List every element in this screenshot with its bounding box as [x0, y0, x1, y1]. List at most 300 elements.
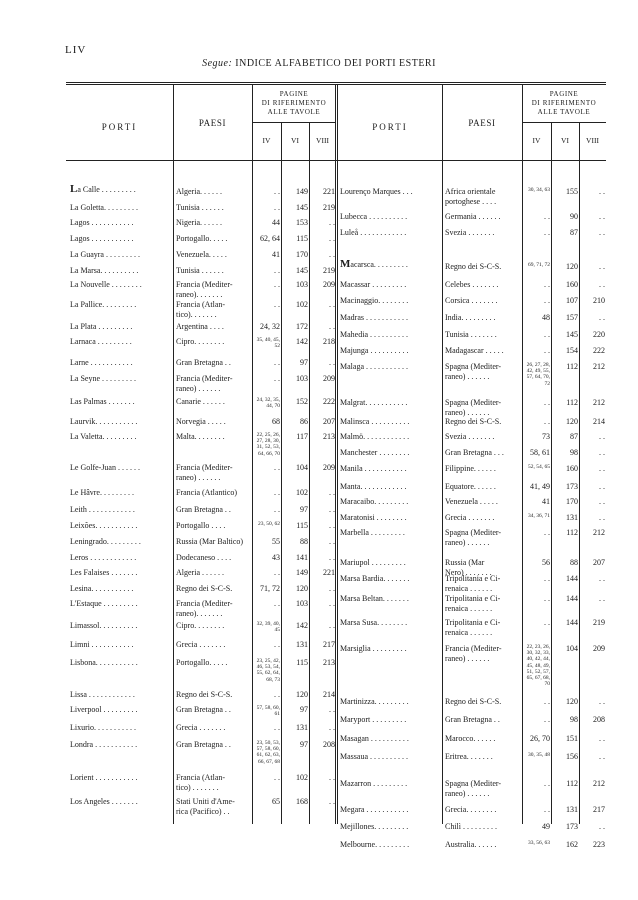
pages-iv: . .: [544, 697, 550, 706]
pages-viii: 212: [593, 528, 605, 537]
port-name: Macinaggio. . . . . . . .: [340, 296, 409, 305]
pages-iv: 71, 72: [260, 584, 280, 593]
pages-viii: . .: [599, 734, 605, 743]
pages-vi: 86: [300, 417, 308, 426]
pages-iv: . .: [544, 398, 550, 407]
pages-iv: 24, 32: [260, 322, 280, 331]
pages-iv: . .: [274, 505, 280, 514]
pages-vi: 149: [296, 568, 308, 577]
pages-iv: . .: [274, 773, 280, 782]
country-name: Norvegia . . . . .: [176, 417, 226, 426]
country-name: Gran Bretagna . .: [445, 715, 500, 724]
pages-viii: 222: [593, 346, 605, 355]
header-pagine-line2: DI RIFERIMENTO: [261, 99, 327, 107]
port-name: Mahedia . . . . . . . . . .: [340, 330, 408, 339]
country-name: raneo) . . . . . .: [445, 537, 490, 547]
pages-iv: . .: [544, 346, 550, 355]
port-name: Marsa Susa. . . . . . . .: [340, 618, 408, 627]
country-name: tico) . . . . . . .: [176, 782, 219, 792]
country-name: Francia (Atlantico): [176, 488, 238, 497]
pages-viii: 212: [593, 398, 605, 407]
pages-viii: . .: [599, 574, 605, 583]
port-name-rest: a Calle . . . . . . . . .: [77, 185, 136, 194]
pages-vi: 131: [566, 805, 578, 814]
pages-vi: 104: [296, 463, 308, 472]
pages-viii: 209: [323, 374, 335, 383]
port-name: Londra . . . . . . . . . . .: [70, 740, 138, 749]
port-name: Limassol. . . . . . . . . .: [70, 621, 138, 630]
header-col-viii: VIII: [586, 136, 599, 145]
country-name: Svezia . . . . . . .: [445, 228, 495, 237]
port-name: La Plata . . . . . . . . .: [70, 322, 133, 331]
title-main: INDICE ALFABETICO DEI PORTI ESTERI: [235, 58, 436, 69]
port-name: Marsa Bardia. . . . . . .: [340, 574, 410, 583]
pages-viii: . .: [329, 300, 335, 309]
pages-vi: 102: [296, 300, 308, 309]
pages-viii: . .: [329, 537, 335, 546]
pages-vi: 98: [570, 715, 578, 724]
country-name: Svezia . . . . . . .: [445, 432, 495, 441]
pages-iv: 23, 50, 62: [258, 521, 280, 527]
pages-viii: . .: [329, 797, 335, 806]
port-name: Masagan . . . . . . . . . .: [340, 734, 409, 743]
port-name: Leith . . . . . . . . . . . .: [70, 505, 135, 514]
pages-iv: 69, 71, 72: [528, 262, 550, 268]
pages-vi: 144: [566, 574, 578, 583]
pages-vi: 112: [566, 528, 578, 537]
pages-iv: 49: [542, 822, 550, 831]
pages-viii: 208: [593, 715, 605, 724]
pages-iv: 62, 64: [260, 234, 280, 243]
port-name: La Guayra . . . . . . . . .: [70, 250, 140, 259]
pages-vi: 88: [300, 537, 308, 546]
pages-iv: . .: [274, 187, 280, 196]
pages-iv: 56: [542, 558, 550, 567]
pages-iv: 26, 27, 28, 42, 49, 55, 57, 64, 70, 72: [526, 362, 550, 387]
country-name: Spagna (Mediter-: [445, 528, 502, 537]
port-name: Martinizza. . . . . . . . .: [340, 697, 409, 706]
pages-vi: 97: [300, 705, 308, 714]
col-rule: [442, 84, 443, 824]
country-name: Regno dei S-C-S.: [445, 697, 502, 706]
country-name: raneo) . . . . . .: [445, 653, 490, 663]
pages-vi: 117: [296, 432, 308, 441]
pages-viii: . .: [329, 505, 335, 514]
pages-iv: 23, 25, 42, 46, 53, 54, 55, 62, 64, 68, 73: [256, 658, 280, 683]
port-name: Manta. . . . . . . . . . . .: [340, 482, 407, 491]
port-name: La Nouvelle . . . . . . . .: [70, 280, 142, 289]
country-name: Equatore. . . . . .: [445, 482, 496, 491]
pages-viii: 213: [323, 432, 335, 441]
country-name: Francia (Atlan-: [176, 773, 226, 782]
pages-iv: . .: [274, 300, 280, 309]
header-pagine-line3: ALLE TAVOLE: [267, 108, 321, 116]
pages-vi: 131: [296, 640, 308, 649]
pages-vi: 120: [296, 584, 308, 593]
pages-vi: 115: [296, 658, 308, 667]
pages-vi: 145: [296, 203, 308, 212]
pages-viii: . .: [329, 584, 335, 593]
pages-vi: 168: [296, 797, 308, 806]
port-name: Les Falaises . . . . . . .: [70, 568, 138, 577]
port-name: Mejillones. . . . . . . . .: [340, 822, 409, 831]
country-name: Cipro. . . . . . . .: [176, 337, 225, 346]
pages-viii: 214: [593, 417, 605, 426]
pages-vi: 131: [296, 723, 308, 732]
header-col-vi: VI: [561, 136, 569, 145]
pages-vi: 103: [296, 280, 308, 289]
country-name: Algeria . . . . . .: [176, 568, 224, 577]
section-initial: M: [340, 260, 351, 270]
port-name: Lixurio. . . . . . . . . . .: [70, 723, 136, 732]
port-name: Limni . . . . . . . . . . .: [70, 640, 134, 649]
pages-iv: . .: [274, 280, 280, 289]
port-name: Maryport . . . . . . . . .: [340, 715, 407, 724]
pages-viii: . .: [599, 752, 605, 761]
pages-viii: . .: [599, 594, 605, 603]
port-name: Le Hâvre. . . . . . . . .: [70, 488, 134, 497]
pages-vi: 120: [296, 690, 308, 699]
pages-viii: 212: [593, 779, 605, 788]
pages-vi: 97: [300, 740, 308, 749]
pages-iv: 41, 49: [530, 482, 550, 491]
pagine-divider-left: [252, 122, 336, 123]
country-name: Grecia. . . . . . . .: [445, 805, 497, 814]
pages-viii: . .: [329, 488, 335, 497]
pages-vi: 170: [296, 250, 308, 259]
pages-viii: . .: [329, 358, 335, 367]
pages-viii: . .: [329, 599, 335, 608]
port-name: Madras . . . . . . . . . . .: [340, 313, 408, 322]
pages-iv: . .: [544, 594, 550, 603]
pages-iv: . .: [544, 715, 550, 724]
pages-vi: 120: [566, 417, 578, 426]
pages-vi: 103: [296, 599, 308, 608]
col-rule: [309, 122, 310, 824]
header-pagine-line3: ALLE TAVOLE: [537, 108, 591, 116]
country-name: Grecia . . . . . . .: [176, 640, 226, 649]
country-name: Celebes . . . . . . .: [445, 280, 499, 289]
title-prefix: Segue:: [202, 58, 233, 69]
port-name: Maracaibo. . . . . . . . .: [340, 497, 409, 506]
pages-vi: 160: [566, 280, 578, 289]
page-number: LIV: [65, 44, 87, 56]
pages-iv: 41: [272, 250, 280, 259]
port-name: Manchester . . . . . . . .: [340, 448, 410, 457]
country-name: Francia (Mediter-: [445, 644, 502, 653]
country-name: Eritrea. . . . . . .: [445, 752, 493, 761]
header-pagine-line1: PAGINE: [549, 90, 579, 98]
port-name: Luleå . . . . . . . . . . . .: [340, 228, 407, 237]
pages-viii: . .: [599, 464, 605, 473]
header-paesi: PAESI: [468, 118, 496, 128]
port-name: Malgrat. . . . . . . . . . .: [340, 398, 408, 407]
header-col-viii: VIII: [316, 136, 329, 145]
col-rule: [579, 122, 580, 824]
table-top-rule: [66, 82, 606, 83]
country-name: raneo). . . . . . .: [176, 289, 223, 299]
pages-iv: . .: [274, 203, 280, 212]
port-name: Majunga . . . . . . . . . .: [340, 346, 409, 355]
pages-vi: 149: [296, 187, 308, 196]
pages-viii: 222: [323, 397, 335, 406]
country-name: raneo) . . . . . .: [176, 472, 221, 482]
pages-viii: 208: [323, 740, 335, 749]
port-name: Malinsca . . . . . . . . . .: [340, 417, 410, 426]
pages-vi: 104: [566, 644, 578, 653]
pages-vi: 142: [296, 621, 308, 630]
pages-vi: 173: [566, 482, 578, 491]
country-name: Spagna (Mediter-: [445, 362, 502, 371]
pages-vi: 170: [566, 497, 578, 506]
port-name: La Pallice. . . . . . . . .: [70, 300, 137, 309]
pages-vi: 88: [570, 558, 578, 567]
pages-iv: 24, 32, 35, 44, 70: [256, 397, 280, 410]
pages-viii: . .: [599, 513, 605, 522]
pages-viii: 209: [593, 644, 605, 653]
pages-iv: 26, 70: [530, 734, 550, 743]
pages-viii: . .: [329, 250, 335, 259]
pages-viii: . .: [599, 822, 605, 831]
country-name: Chilì . . . . . . . . .: [445, 822, 498, 831]
pages-viii: . .: [599, 448, 605, 457]
country-name: Gran Bretagna . .: [176, 705, 231, 714]
port-name: Laurvik. . . . . . . . . . .: [70, 417, 138, 426]
pages-viii: . .: [329, 553, 335, 562]
port-name: Mazarron . . . . . . . . .: [340, 779, 408, 788]
port-name: [340, 260, 441, 270]
pages-iv: 33, 56, 63: [528, 840, 550, 846]
header-pagine-line1: PAGINE: [279, 90, 309, 98]
pages-vi: 112: [566, 779, 578, 788]
pages-iv: 35, 40, 45, 52: [256, 337, 280, 350]
pages-vi: 152: [296, 397, 308, 406]
pages-vi: 120: [566, 697, 578, 706]
country-name: Francia (Mediter-: [176, 463, 233, 472]
country-name: Francia (Mediter-: [176, 280, 233, 289]
pages-viii: . .: [599, 187, 605, 196]
country-name: Malta. . . . . . . .: [176, 432, 225, 441]
country-name: raneo). . . . . . .: [176, 608, 223, 618]
pages-vi: 157: [566, 313, 578, 322]
pages-viii: . .: [329, 705, 335, 714]
country-name: Australia. . . . . .: [445, 840, 497, 849]
pages-iv: 55: [272, 537, 280, 546]
port-name: Liverpool . . . . . . . . .: [70, 705, 138, 714]
country-name: Russia (Mar Baltico): [176, 537, 244, 546]
port-name: Maratonisi . . . . . . . .: [340, 513, 407, 522]
country-name: Marocco. . . . . .: [445, 734, 496, 743]
country-name: Stati Uniti d'Ame-: [176, 797, 235, 806]
port-name: La Valetta. . . . . . . . .: [70, 432, 137, 441]
pages-vi: 112: [566, 398, 578, 407]
pages-viii: . .: [329, 621, 335, 630]
pages-iv: . .: [274, 599, 280, 608]
pages-iv: . .: [274, 463, 280, 472]
center-double-rule: [335, 84, 336, 824]
country-name: Tunisia . . . . . . .: [445, 330, 497, 339]
pages-vi: 145: [566, 330, 578, 339]
country-name: Canarie . . . . . .: [176, 397, 225, 406]
pages-viii: . .: [599, 432, 605, 441]
pages-viii: 207: [593, 558, 605, 567]
pages-iv: . .: [544, 280, 550, 289]
pages-iv: . .: [274, 690, 280, 699]
pages-iv: . .: [544, 618, 550, 627]
pages-iv: . .: [544, 528, 550, 537]
country-name: Nigeria. . . . . .: [176, 218, 222, 227]
pages-iv: . .: [544, 574, 550, 583]
pages-vi: 144: [566, 594, 578, 603]
port-name: Lagos . . . . . . . . . . .: [70, 234, 134, 243]
col-rule: [281, 122, 282, 824]
port-name: Marsiglia . . . . . . . . .: [340, 644, 407, 653]
col-rule: [551, 122, 552, 824]
port-name: La Marsa. . . . . . . . . .: [70, 266, 139, 275]
pages-iv: . .: [274, 266, 280, 275]
pages-iv: 44: [272, 218, 280, 227]
pages-vi: 153: [296, 218, 308, 227]
port-name: Larne . . . . . . . . . . .: [70, 358, 133, 367]
country-name: India. . . . . . . . .: [445, 313, 496, 322]
port-name: Lubecca . . . . . . . . . .: [340, 212, 408, 221]
pages-iv: . .: [274, 488, 280, 497]
pages-vi: 87: [570, 432, 578, 441]
pages-iv: 65: [272, 797, 280, 806]
country-name: Cipro. . . . . . . .: [176, 621, 225, 630]
pages-viii: . .: [329, 322, 335, 331]
pages-iv: . .: [544, 330, 550, 339]
pages-viii: . .: [599, 697, 605, 706]
pages-iv: 43: [272, 553, 280, 562]
pages-viii: 217: [593, 805, 605, 814]
pages-vi: 97: [300, 505, 308, 514]
pages-vi: 102: [296, 773, 308, 782]
country-name: tico). . . . . . .: [176, 309, 217, 319]
country-name: Russia (Mar: [445, 558, 485, 567]
country-name: raneo) . . . . . .: [445, 788, 490, 798]
country-name: Gran Bretagna . .: [176, 358, 231, 367]
country-name: Filippine. . . . . .: [445, 464, 496, 473]
pages-iv: 30, 35, 48: [528, 752, 550, 758]
pages-iv: . .: [274, 640, 280, 649]
pages-vi: 162: [566, 840, 578, 849]
pages-viii: 209: [323, 280, 335, 289]
country-name: Francia (Atlan-: [176, 300, 226, 309]
header-porti: PORTI: [372, 122, 408, 132]
pages-vi: 151: [566, 734, 578, 743]
pages-viii: 210: [593, 296, 605, 305]
pages-iv: 52, 54, 65: [528, 464, 550, 470]
country-name: Portogallo . . . .: [176, 521, 226, 530]
port-name: Leros . . . . . . . . . . . .: [70, 553, 137, 562]
pages-iv: 41: [542, 497, 550, 506]
pages-vi: 98: [570, 448, 578, 457]
port-name: Lisbona. . . . . . . . . . .: [70, 658, 138, 667]
country-name: Gran Bretagna . .: [176, 505, 231, 514]
country-name: Madagascar . . . . .: [445, 346, 504, 355]
pages-viii: 218: [323, 337, 335, 346]
section-initial: L: [70, 185, 78, 195]
port-name: Larnaca . . . . . . . . .: [70, 337, 132, 346]
country-name: raneo) . . . . . .: [176, 383, 221, 393]
port-name: La Goletta. . . . . . . . .: [70, 203, 138, 212]
port-name: Lagos . . . . . . . . . . .: [70, 218, 134, 227]
country-name: Grecia . . . . . . .: [445, 513, 495, 522]
port-name: Las Palmas . . . . . . .: [70, 397, 135, 406]
port-name: [70, 185, 173, 195]
pages-viii: 207: [323, 417, 335, 426]
port-name: Massaua . . . . . . . . . .: [340, 752, 408, 761]
header-paesi: PAESI: [198, 118, 227, 128]
pages-viii: . .: [599, 497, 605, 506]
country-name: Regno dei S-C-S.: [176, 584, 233, 593]
country-name: portoghese . . . .: [445, 196, 497, 206]
pages-viii: . .: [329, 723, 335, 732]
country-name: renaica . . . . . .: [445, 627, 493, 637]
country-name: Grecia . . . . . . .: [176, 723, 226, 732]
col-rule: [173, 84, 174, 824]
pages-viii: . .: [599, 262, 605, 271]
center-double-rule: [337, 84, 338, 824]
country-name: Corsica . . . . . . .: [445, 296, 498, 305]
pages-viii: 213: [323, 658, 335, 667]
country-name: Tunisia . . . . . .: [176, 203, 224, 212]
pages-vi: 142: [296, 337, 308, 346]
port-name: L'Estaque . . . . . . . . .: [70, 599, 138, 608]
pages-viii: . .: [329, 521, 335, 530]
pages-vi: 131: [566, 513, 578, 522]
pages-vi: 103: [296, 374, 308, 383]
port-name: Lourenço Marques . . .: [340, 187, 413, 196]
page-title: [0, 58, 638, 69]
pages-viii: 217: [323, 640, 335, 649]
pages-vi: 115: [296, 234, 308, 243]
header-pagine-line2: DI RIFERIMENTO: [531, 99, 597, 107]
port-name: Marbella . . . . . . . . .: [340, 528, 405, 537]
country-name: renaica . . . . . .: [445, 603, 493, 613]
country-name: Francia (Mediter-: [176, 599, 233, 608]
pages-iv: 73: [542, 432, 550, 441]
col-rule: [252, 84, 253, 824]
pages-viii: 221: [323, 568, 335, 577]
pages-iv: 30, 34, 63: [528, 187, 550, 193]
pages-iv: 22, 23, 26, 30, 32, 33, 40, 42, 44, 45, 48, 49, 51, 52, 57, 65, 67, 68, 70: [526, 644, 550, 688]
pages-iv: 57, 58, 60, 61: [256, 705, 280, 718]
port-name: Lesina. . . . . . . . . . .: [70, 584, 134, 593]
pages-vi: 145: [296, 266, 308, 275]
country-name: Tripolitania e Ci-: [445, 594, 501, 603]
pages-viii: 219: [593, 618, 605, 627]
pages-vi: 173: [566, 822, 578, 831]
pages-vi: 154: [566, 346, 578, 355]
table-top-rule-2: [66, 84, 606, 85]
port-name: Los Angeles . . . . . . .: [70, 797, 138, 806]
header-porti: PORTI: [101, 122, 138, 132]
port-name: Leningrado. . . . . . . . .: [70, 537, 141, 546]
pages-iv: . .: [544, 417, 550, 426]
port-name: Marsa Beltan. . . . . . .: [340, 594, 409, 603]
header-col-vi: VI: [291, 136, 299, 145]
pages-viii: . .: [599, 212, 605, 221]
pages-viii: . .: [329, 773, 335, 782]
pages-vi: 107: [566, 296, 578, 305]
pages-iv: . .: [274, 723, 280, 732]
pages-iv: 68: [272, 417, 280, 426]
pages-iv: . .: [544, 212, 550, 221]
pages-vi: 141: [296, 553, 308, 562]
pages-viii: 219: [323, 203, 335, 212]
